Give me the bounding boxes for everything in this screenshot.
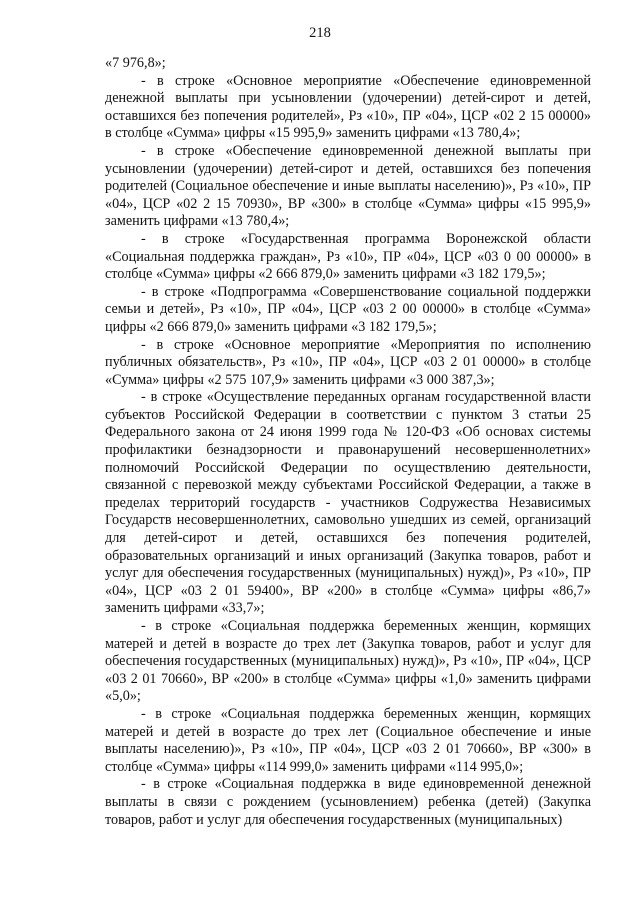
paragraph-10: - в строке «Социальная поддержка в виде единовременной денежной выплаты в связи с рождением (усыновлением) ребенка (детей) (Закупка товаров, работ и услуг для обеспечения государственных (муниципальных)	[105, 776, 591, 828]
paragraph-5: - в строке «Подпрограмма «Совершенствование социальной поддержки семьи и детей», Рз «10», ПР «04», ЦСР «03 2 00 00000» в столбце «Сумма» цифры «2 666 879,0» заменить цифрами «3 182 179,5»;	[105, 283, 591, 335]
paragraph-8: - в строке «Социальная поддержка беременных женщин, кормящих матерей и детей в возрасте до трех лет (Закупка товаров, работ и услуг для обеспечения государственных (муниципальных) нужд)», Рз «10», ПР «04», ЦСР «03 2 01 70660», ВР «200» в столбце «Сумма» цифры «1,0» заменить цифрами «5,0»;	[105, 618, 591, 705]
paragraph-4: - в строке «Государственная программа Воронежской области «Социальная поддержка граждан», Рз «10», ПР «04», ЦСР «03 0 00 00000» в столбце «Сумма» цифры «2 666 879,0» заменить цифрами «3 182 179,5»;	[105, 230, 591, 283]
paragraph-1: «7 976,8»;	[105, 55, 166, 71]
document-body	[105, 55, 591, 829]
page-number: 218	[309, 25, 331, 41]
paragraph-2: - в строке «Основное мероприятие «Обеспечение единовременной денежной выплаты при усыновлении (удочерении) детей-сирот и детей, оставшихся без попечения родителей», Рз «10», ПР «04», ЦСР «02 2 15 00000» в столбце «Сумма» цифры «15 995,9» заменить цифрами «13 780,4»;	[105, 72, 591, 142]
paragraph-3: - в строке «Обеспечение единовременной денежной выплаты при усыновлении (удочерении) детей-сирот и детей, оставшихся без попечения родителей (Социальное обеспечение и иные выплаты населению)», Рз «10», ПР «04», ЦСР «02 2 15 70930», ВР «300» в столбце «Сумма» цифры «15 995,9» заменить цифрами «13 780,4»;	[105, 142, 591, 230]
paragraph-9: - в строке «Социальная поддержка беременных женщин, кормящих матерей и детей в возрасте до трех лет (Социальное обеспечение и иные выплаты населению)», Рз «10», ПР «04», ЦСР «03 2 01 70660», ВР «300» в столбце «Сумма» цифры «114 999,0» заменить цифрами «114 995,0»;	[105, 705, 591, 775]
paragraph-7: - в строке «Осуществление переданных органам государственной власти субъектов Российской Федерации в соответствии с пунктом 3 статьи 25 Федерального закона от 24 июня 1999 года № 120-ФЗ «Об основах системы профилактики безнадзорности и правонарушений несовершеннолетних» полномочий Российской Федерации по осуществлению деятельности, связанной с перевозкой между субъектами Российской Федерации, а также в пределах территорий государств - участников Содружества Независимых Государств несовершеннолетних, самовольно ушедших из семей, организаций для детей-сирот и детей, оставшихся без попечения родителей, образовательных организаций и иных организаций (Закупка товаров, работ и услуг для обеспечения государственных (муниципальных) нужд)», Рз «10», ПР «04», ЦСР «03 2 01 59400», ВР «200» в столбце «Сумма» цифры «86,7» заменить цифрами «33,7»;	[105, 389, 591, 617]
paragraph-6: - в строке «Основное мероприятие «Мероприятия по исполнению публичных обязательств», Рз «10», ПР «04», ЦСР «03 2 01 00000» в столбце «Сумма» цифры «2 575 107,9» заменить цифрами «3 000 387,3»;	[105, 336, 591, 388]
